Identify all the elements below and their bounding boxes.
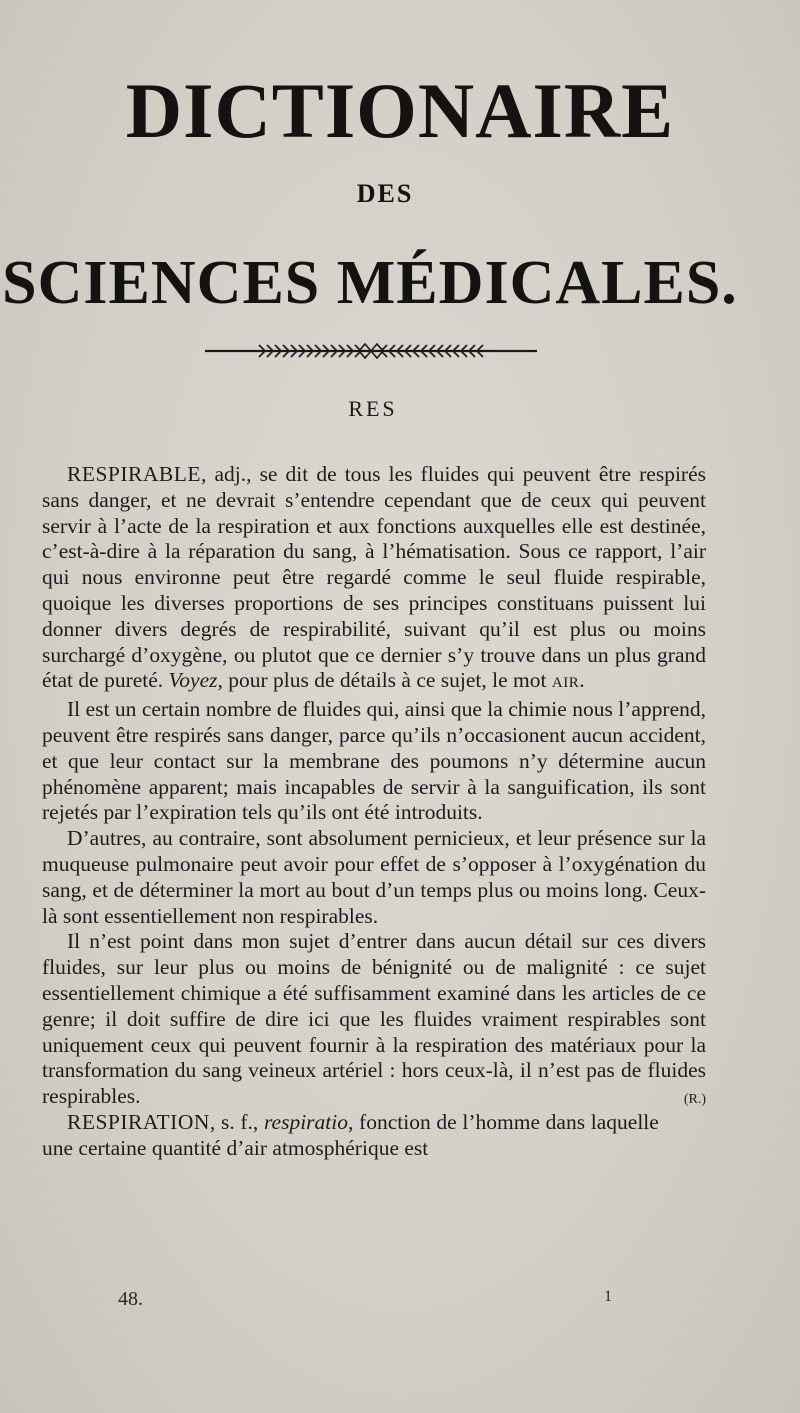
entry-respiration (42, 1110, 706, 1162)
paragraph-text: Il n’est point dans mon sujet d’entrer dans aucun détail sur ces divers fluides, sur leur plus ou moins de bénignité ou de malignité : ce sujet essentiellement chimique a été suffisamment examiné dans les articles de ce genre; il doit suffire de dire ici que les fluides vraiment respirables sont uniquement ceux qui peuvent fournir à la respiration des matériaux pour la transformation du sang veineux artériel : hors ceux-là, il n’est pas de fluides respirables. (42, 929, 706, 1109)
signature-mark: 1 (604, 1288, 612, 1305)
author-signature: (R.) (683, 1092, 706, 1108)
cross-reference: Voyez (168, 668, 218, 693)
headword-respiration: RESPIRATION (67, 1109, 210, 1134)
ornamental-rule-icon (205, 340, 537, 362)
article-body (42, 462, 706, 1162)
running-head: RES (348, 396, 398, 421)
paragraph: Il est un certain nombre de fluides qui, ainsi que la chimie nous l’apprend, peuvent être respirés sans danger, parce qu’ils n’occasionent aucun accident, et que leur contact sur la membrane des poumons n’y détermine aucun phénomène apparent; mais incapables de servir à la sanguification, ils sont rejetés par l’expiration tels qu’ils ont été introduits. (42, 697, 706, 825)
title-sciences-medicales: SCIENCES MÉDICALES. (2, 249, 738, 317)
headword-respirable: RESPIRABLE (67, 462, 202, 486)
paragraph: D’autres, au contraire, sont absolument pernicieux, et leur présence sur la muqueuse pulmonaire peut avoir pour effet de s’opposer à l’oxygénation du sang, et de déterminer la mort au bout d’un temps plus ou moins long. Ceux-là sont essentiellement non respirables. (42, 826, 706, 928)
entry-text: , pour plus de détails à ce sujet, le mot (217, 668, 552, 693)
volume-number: 48. (118, 1288, 143, 1310)
entry-respirable (42, 462, 706, 697)
latin-term: respiratio (263, 1109, 348, 1134)
entry-text: , s. f., (209, 1109, 264, 1134)
title-des: DES (356, 179, 414, 208)
paragraph (42, 929, 706, 1110)
title-dictionaire: DICTIONAIRE (125, 67, 675, 154)
entry-text: , fonction de l’homme dans laquelle une certaine quantité d’air atmosphérique est (42, 1109, 659, 1160)
entry-text: , adj., se dit de tous les fluides qui peuvent être respirés sans danger, et ne devrait s’entendre cependant que de ceux qui peuvent servir à l’acte de la respiration et aux fonctions auxquelles elle est destinée, c’est-à-dire à la réparation du sang, à l’hématisation. Sous ce rapport, l’air qui nous environne peut être regardé comme le seul fluide respirable, quoique les diverses proportions de ses principes constituans puissent lui donner divers degrés de respirabilité, suivant qu’il est plus ou moins surchargé d’oxygène, ou plutot que ce dernier s’y trouve dans un plus grand état de pureté. (42, 462, 706, 693)
cross-reference-word: AIR (551, 675, 580, 692)
entry-text: . (579, 668, 585, 693)
